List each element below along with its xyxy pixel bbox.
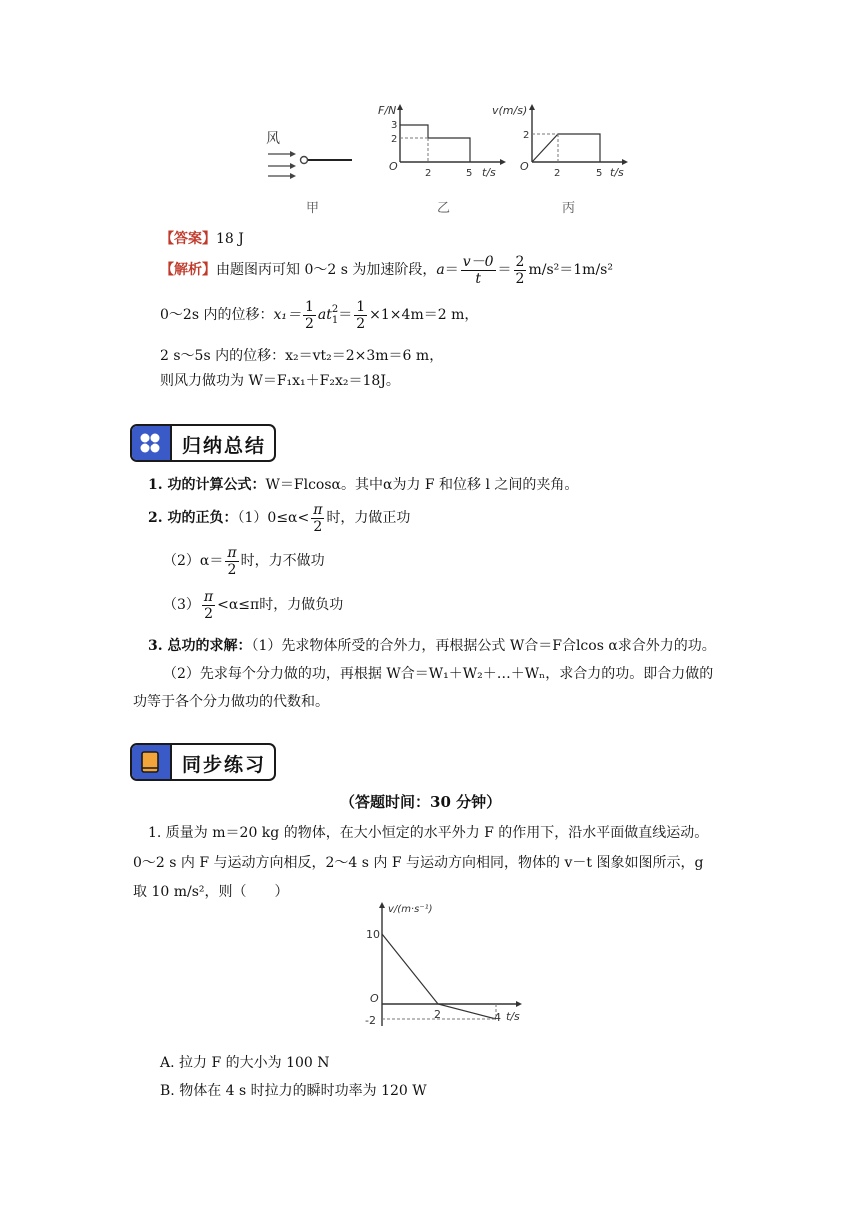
fraction-v-over-t (461, 254, 496, 287)
four-petal-icon (132, 426, 172, 460)
summary-banner-title: 归纳总结 (182, 435, 267, 457)
answer-tag: 【答案】 (160, 231, 216, 247)
yi-xlabel: t/s (482, 166, 496, 179)
figure-jia (266, 131, 352, 216)
analysis-tag: 【解析】 (160, 262, 216, 278)
practice-banner-title: 同步练习 (182, 754, 267, 776)
fraction-2-over-2 (514, 254, 527, 287)
frac-den: 2 (204, 605, 213, 622)
sub-1: 1 (331, 315, 339, 326)
fraction-pi-over-2 (202, 589, 215, 622)
q1-graph-ytick-neg2: -2 (365, 1014, 376, 1027)
analysis-text-1: 由题图丙可知 0～2 s 为加速阶段， (216, 262, 437, 278)
yi-ytick-2: 2 (391, 134, 398, 145)
summary-p2-head: 2. 功的正负： (148, 510, 238, 526)
figure-yi (378, 104, 506, 216)
case-1-b: 时，力做正功 (326, 510, 411, 526)
q1-line-2: 0～2 s 内 F 与运动方向相反，2～4 s 内 F 与运动方向相同，物体的 v－t 图象如图所示，g (133, 855, 704, 871)
answer-time: （答题时间：30 分钟） (340, 793, 502, 811)
frac-den: t (475, 270, 481, 287)
bing-ytick-2: 2 (523, 130, 530, 141)
case-2-a: （2）α＝ (163, 553, 224, 569)
yi-xtick-5: 5 (466, 168, 473, 179)
x1-eq: x₁＝ (273, 307, 301, 323)
summary-p1-body: W＝Flcosα。其中α为力 F 和位移 l 之间的夹角。 (265, 477, 579, 493)
analysis-line-3: 2 s～5s 内的位移：x₂＝vt₂＝2×3m＝6 m， (160, 348, 444, 364)
analysis-text-2: 0～2s 内的位移： (160, 307, 274, 323)
yi-ytick-3: 3 (391, 120, 398, 131)
q1-vt-graph (360, 898, 530, 1032)
frac-num: v－0 (462, 253, 494, 270)
summary-p1 (148, 475, 578, 495)
eq-3: ＝ (338, 307, 353, 323)
analysis-line-2 (160, 297, 478, 333)
fraction-1-over-2-b (354, 299, 367, 332)
q1-line-3: 取 10 m/s²，则（ ） (133, 884, 289, 900)
summary-case-3 (163, 587, 343, 623)
label-bing: 丙 (562, 201, 576, 216)
var-a: a (436, 262, 445, 278)
yi-ylabel: F/N (378, 104, 397, 117)
bing-xlabel: t/s (610, 166, 624, 179)
answer-line (160, 229, 244, 249)
case-1-a: （1）0≤α< (237, 510, 310, 526)
eq-2: ＝ (497, 262, 512, 278)
sup-2: 2 (331, 304, 339, 315)
summary-p3-line-2: （2）先求每个分力做的功，再根据 W合＝W₁＋W₂＋…＋Wₙ，求合力的功。即合力做的 (163, 666, 714, 682)
case-3-b: <α≤π时，力做负功 (217, 597, 344, 613)
figure-wind-graphs (260, 100, 640, 218)
book-icon (132, 745, 172, 779)
option-b[interactable]: B. 物体在 4 s 时拉力的瞬时功率为 120 W (160, 1083, 427, 1099)
fraction-1-over-2 (303, 299, 316, 332)
yi-origin: O (389, 160, 398, 173)
q1-graph-ytick-10: 10 (366, 928, 380, 941)
wind-label: 风 (266, 131, 280, 147)
frac-num: 1 (356, 298, 366, 315)
eq-1: ＝ (444, 262, 459, 278)
frac-num: 2 (515, 253, 525, 270)
at-term: at (317, 307, 332, 323)
yi-xtick-2: 2 (425, 168, 432, 179)
summary-p3-head: 3. 总功的求解： (148, 638, 252, 654)
case-3-a: （3） (163, 597, 200, 613)
figure-bing (492, 104, 628, 216)
analysis-text-1-end: m/s²＝1m/s² (528, 262, 613, 278)
q1-graph-xlabel: t/s (506, 1010, 520, 1023)
frac-num: 1 (304, 298, 314, 315)
fraction-pi-over-2 (311, 502, 324, 535)
q1-graph-ylabel: v/(m·s⁻¹) (388, 904, 433, 915)
option-a[interactable]: A. 拉力 F 的大小为 100 N (160, 1055, 330, 1071)
summary-p1-head: 1. 功的计算公式： (148, 477, 266, 493)
frac-den: 2 (356, 315, 366, 332)
bing-ylabel: v(m/s) (492, 104, 528, 117)
frac-num: π (203, 588, 214, 605)
fraction-pi-over-2 (225, 545, 238, 578)
analysis-line-4: 则风力做功为 W＝F₁x₁＋F₂x₂＝18J。 (160, 373, 400, 389)
bing-xtick-2: 2 (554, 168, 561, 179)
frac-num: π (313, 501, 323, 518)
frac-den: 2 (515, 270, 525, 287)
summary-banner (130, 424, 276, 462)
summary-case-2 (163, 543, 325, 579)
analysis-text-2-end: ×1×4m＝2 m， (369, 307, 479, 323)
frac-num: π (227, 544, 237, 561)
analysis-line-1 (160, 252, 613, 288)
answer-value: 18 J (216, 231, 244, 247)
q1-graph-xtick-2: 2 (434, 1008, 441, 1021)
q1-line-1: 1. 质量为 m＝20 kg 的物体，在大小恒定的水平外力 F 的作用下，沿水平面做直线运动。 (148, 825, 709, 841)
q1-graph-xtick-4: 4 (494, 1011, 501, 1024)
frac-den: 2 (313, 518, 323, 535)
summary-p3 (148, 636, 716, 656)
bing-origin: O (520, 160, 529, 173)
label-jia: 甲 (306, 201, 320, 216)
frac-den: 2 (304, 315, 314, 332)
frac-den: 2 (227, 561, 237, 578)
label-yi: 乙 (437, 201, 451, 216)
summary-p2 (148, 500, 410, 536)
bing-xtick-5: 5 (596, 168, 603, 179)
case-2-b: 时，力不做功 (240, 553, 325, 569)
q1-graph-origin: O (370, 992, 379, 1005)
summary-p3-line-3: 功等于各个分力做功的代数和。 (133, 694, 329, 710)
practice-banner (130, 743, 276, 781)
summary-p3-body: （1）先求物体所受的合外力，再根据公式 W合＝F合lcos α求合外力的功。 (251, 638, 716, 654)
